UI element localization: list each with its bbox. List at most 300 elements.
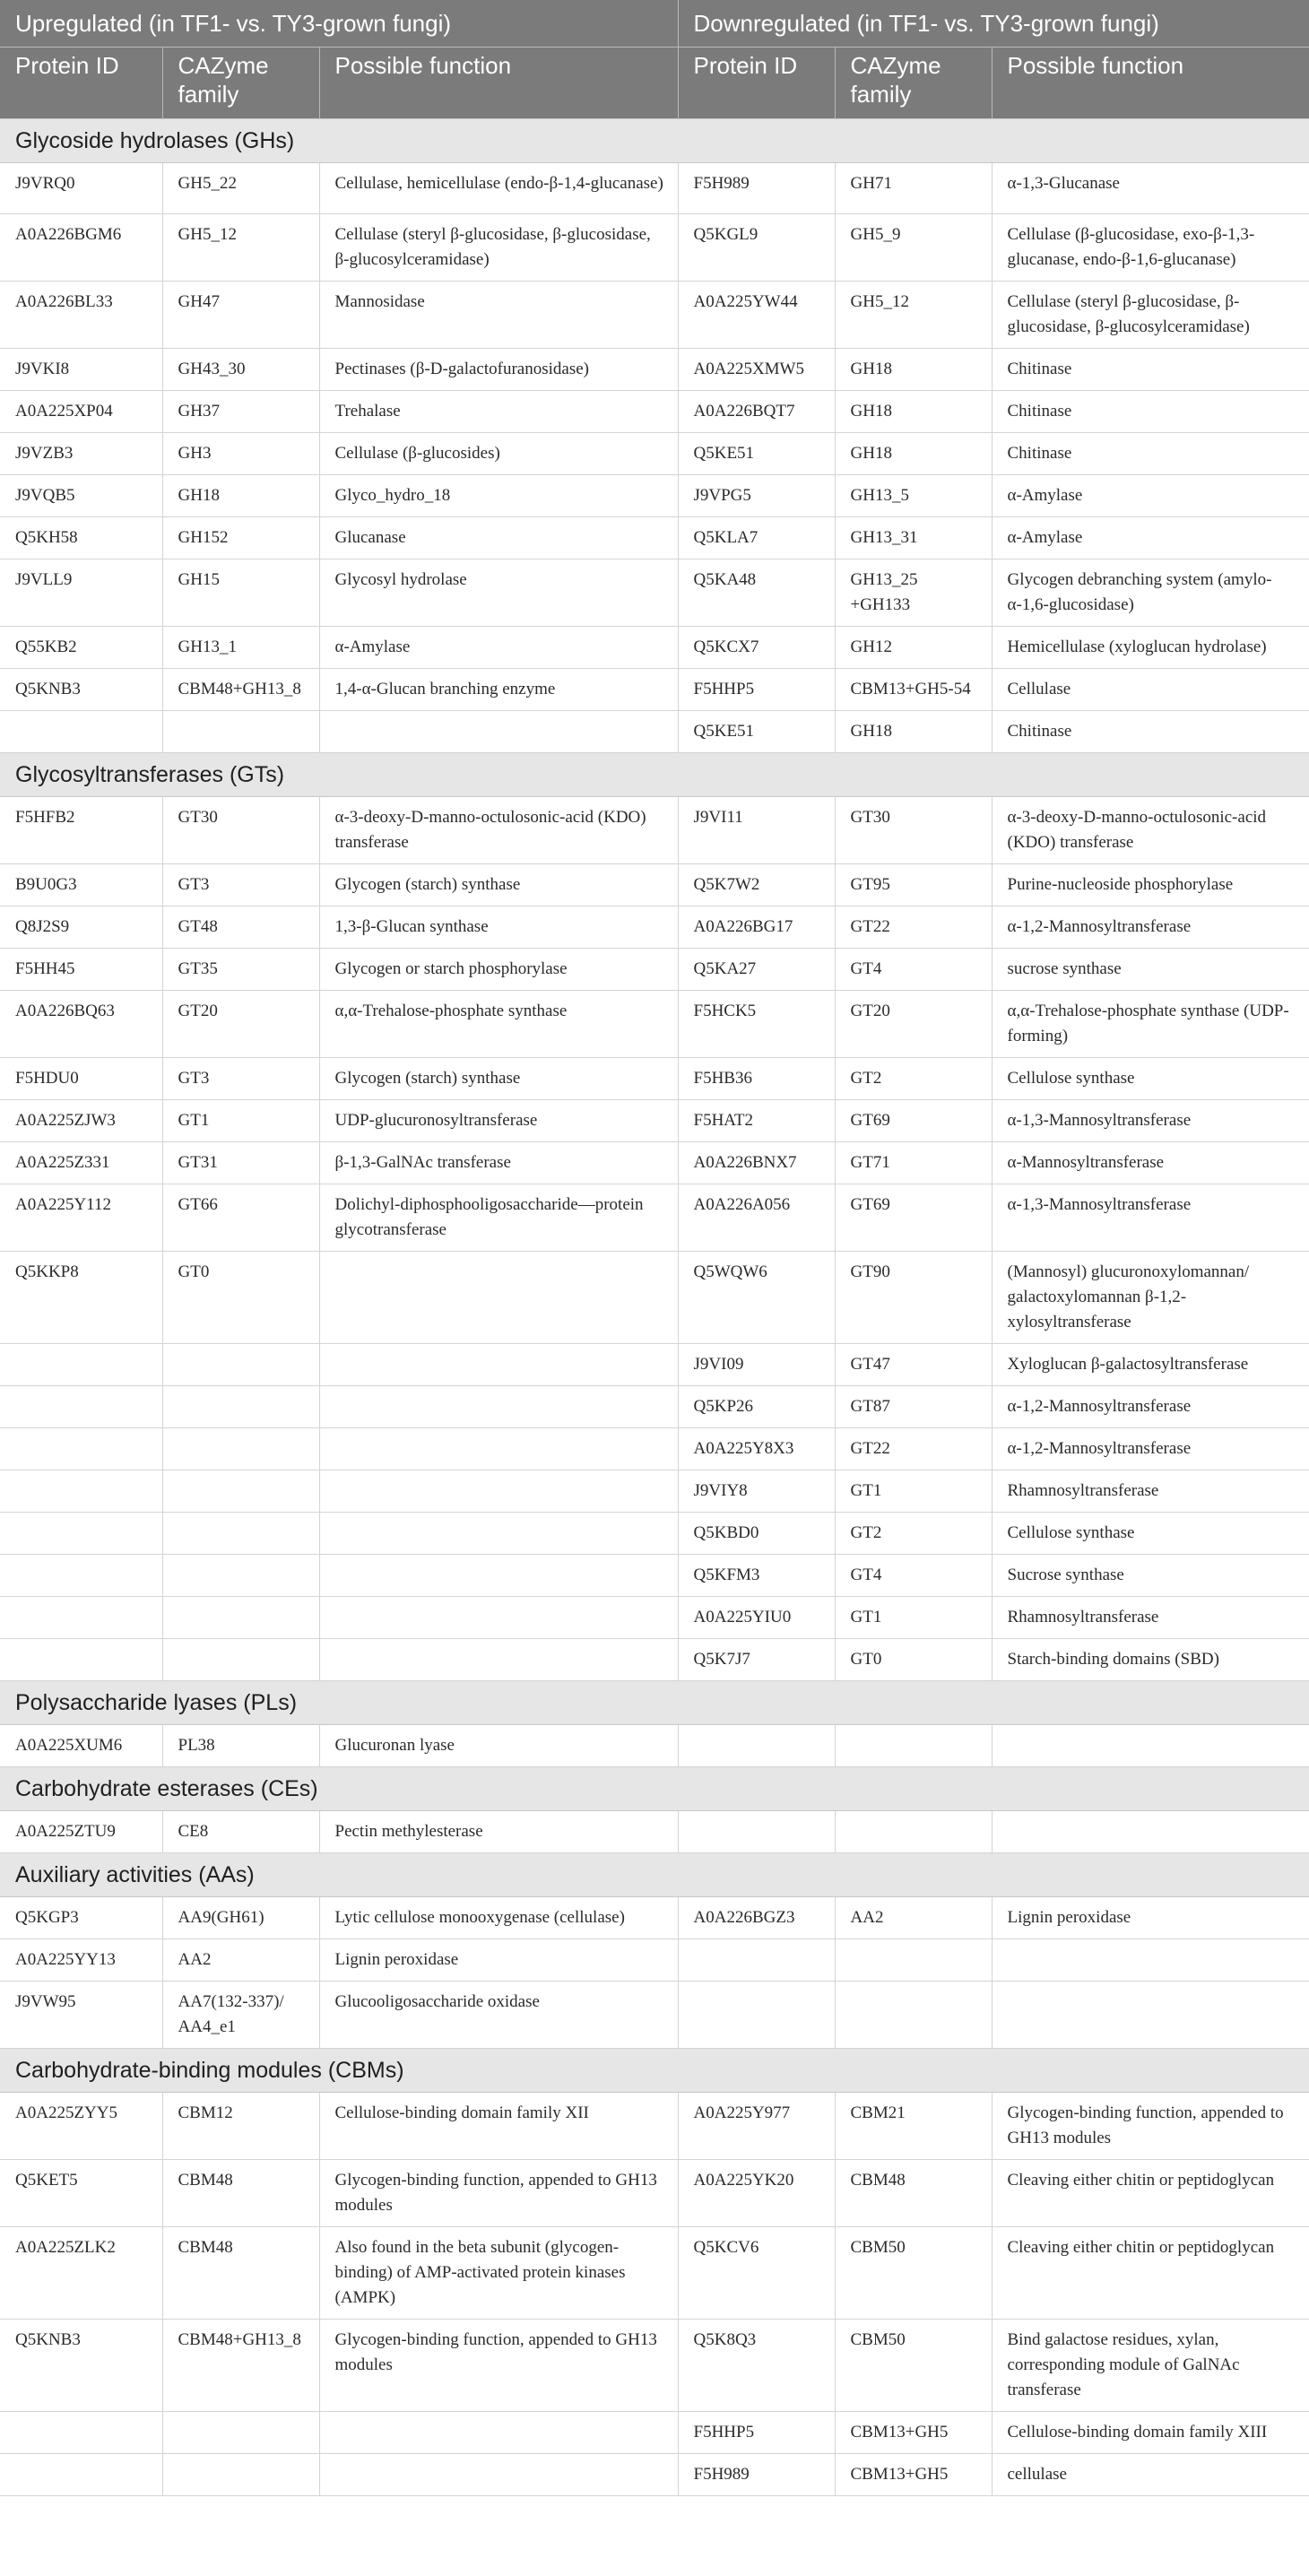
- cell-protein-id-down: Q5K8Q3: [678, 2319, 835, 2411]
- section-title: Auxiliary activities (AAs): [0, 1852, 1309, 1896]
- cell-protein-id-up: J9VQB5: [0, 474, 162, 516]
- cell-protein-id-down: Q5KLA7: [678, 516, 835, 559]
- cell-function-down: Starch-binding domains (SBD): [992, 1638, 1309, 1680]
- cell-cazyme-family-down: GH71: [835, 162, 992, 213]
- table-row: [0, 1896, 1309, 1939]
- cell-protein-id-up: A0A225XP04: [0, 390, 162, 432]
- cell-function-up: Pectinases (β-D-galactofuranosidase): [319, 348, 678, 390]
- cell-protein-id-up: A0A225YY13: [0, 1939, 162, 1981]
- cell-protein-id-down: A0A225YK20: [678, 2159, 835, 2226]
- cell-protein-id-down: A0A226A056: [678, 1184, 835, 1251]
- cell-cazyme-family-up: [162, 710, 319, 752]
- table-row: [0, 1141, 1309, 1184]
- cell-function-up: 1,4-α-Glucan branching enzyme: [319, 668, 678, 710]
- table-header: [0, 0, 1309, 118]
- cell-cazyme-family-up: GT31: [162, 1141, 319, 1184]
- cell-protein-id-down: J9VIY8: [678, 1470, 835, 1512]
- cell-function-down: α-1,2-Mannosyltransferase: [992, 1385, 1309, 1427]
- cell-function-down: α-1,3-Glucanase: [992, 162, 1309, 213]
- table-row: [0, 281, 1309, 348]
- cell-cazyme-family-down: [835, 1981, 992, 2048]
- cell-function-down: α-1,2-Mannosyltransferase: [992, 1427, 1309, 1470]
- cell-protein-id-down: [678, 1810, 835, 1852]
- cell-protein-id-up: Q5KNB3: [0, 668, 162, 710]
- cell-function-down: Cellulose synthase: [992, 1512, 1309, 1554]
- cell-cazyme-family-down: AA2: [835, 1896, 992, 1939]
- cell-cazyme-family-up: [162, 1554, 319, 1596]
- cell-cazyme-family-down: GH5_9: [835, 213, 992, 281]
- cell-cazyme-family-up: [162, 1343, 319, 1385]
- cell-protein-id-up: A0A225Y112: [0, 1184, 162, 1251]
- cell-protein-id-up: A0A226BL33: [0, 281, 162, 348]
- table-row: [0, 1554, 1309, 1596]
- cell-cazyme-family-up: CE8: [162, 1810, 319, 1852]
- cell-function-down: Chitinase: [992, 432, 1309, 474]
- cell-protein-id-up: Q5KH58: [0, 516, 162, 559]
- cell-cazyme-family-down: CBM21: [835, 2092, 992, 2159]
- cell-cazyme-family-down: GT0: [835, 1638, 992, 1680]
- cell-function-up: 1,3-β-Glucan synthase: [319, 906, 678, 948]
- cell-cazyme-family-up: GT35: [162, 948, 319, 990]
- cell-cazyme-family-up: GH15: [162, 559, 319, 626]
- cell-protein-id-down: Q5KA48: [678, 559, 835, 626]
- cell-cazyme-family-down: [835, 1810, 992, 1852]
- cell-function-up: [319, 710, 678, 752]
- cell-function-down: Bind galactose residues, xylan, corresponding module of GalNAc transferase: [992, 2319, 1309, 2411]
- cell-cazyme-family-up: GH13_1: [162, 626, 319, 668]
- cell-protein-id-up: J9VZB3: [0, 432, 162, 474]
- table-row: [0, 1057, 1309, 1099]
- cell-function-down: α-1,3-Mannosyltransferase: [992, 1099, 1309, 1141]
- cell-function-up: [319, 1427, 678, 1470]
- table-row: [0, 2092, 1309, 2159]
- cell-function-down: Cellulose synthase: [992, 1057, 1309, 1099]
- cell-cazyme-family-up: CBM48+GH13_8: [162, 668, 319, 710]
- section-header-row: [0, 752, 1309, 796]
- section-title: Carbohydrate-binding modules (CBMs): [0, 2048, 1309, 2092]
- cell-cazyme-family-down: GT1: [835, 1596, 992, 1638]
- cell-function-up: Lignin peroxidase: [319, 1939, 678, 1981]
- cell-function-up: Lytic cellulose monooxygenase (cellulase): [319, 1896, 678, 1939]
- table-row: [0, 1981, 1309, 2048]
- cell-protein-id-down: A0A225YIU0: [678, 1596, 835, 1638]
- cell-function-down: [992, 1724, 1309, 1766]
- cell-protein-id-down: A0A226BGZ3: [678, 1896, 835, 1939]
- section-header-row: [0, 1680, 1309, 1724]
- cell-function-up: Glycogen or starch phosphorylase: [319, 948, 678, 990]
- cell-function-up: [319, 1343, 678, 1385]
- section-header-row: [0, 2048, 1309, 2092]
- table-row: [0, 1638, 1309, 1680]
- cell-protein-id-down: Q5KA27: [678, 948, 835, 990]
- cell-protein-id-up: A0A225ZTU9: [0, 1810, 162, 1852]
- table-row: [0, 1810, 1309, 1852]
- cell-cazyme-family-down: GT4: [835, 1554, 992, 1596]
- cell-protein-id-up: B9U0G3: [0, 863, 162, 906]
- cell-function-up: UDP-glucuronosyltransferase: [319, 1099, 678, 1141]
- cell-cazyme-family-up: [162, 1512, 319, 1554]
- cell-function-up: [319, 2411, 678, 2453]
- cell-cazyme-family-up: GT20: [162, 990, 319, 1057]
- cell-protein-id-down: A0A226BQT7: [678, 390, 835, 432]
- col-header-cazyme-family-up: CAZyme family: [162, 47, 319, 118]
- cell-protein-id-up: J9VRQ0: [0, 162, 162, 213]
- cell-protein-id-down: Q5KCX7: [678, 626, 835, 668]
- cell-cazyme-family-down: GH18: [835, 390, 992, 432]
- col-header-possible-function-down: Possible function: [992, 47, 1309, 118]
- cell-cazyme-family-up: CBM48: [162, 2159, 319, 2226]
- cell-function-down: α-Amylase: [992, 474, 1309, 516]
- cell-cazyme-family-down: GT4: [835, 948, 992, 990]
- cell-cazyme-family-up: AA9(GH61): [162, 1896, 319, 1939]
- cell-function-up: [319, 1512, 678, 1554]
- cell-function-down: Glycogen debranching system (amylo-α-1,6-glucosidase): [992, 559, 1309, 626]
- cell-function-up: Glucanase: [319, 516, 678, 559]
- cell-protein-id-down: A0A225YW44: [678, 281, 835, 348]
- col-header-possible-function-up: Possible function: [319, 47, 678, 118]
- cell-protein-id-down: J9VI09: [678, 1343, 835, 1385]
- table-row: [0, 559, 1309, 626]
- table-row: [0, 863, 1309, 906]
- cell-protein-id-down: Q5KGL9: [678, 213, 835, 281]
- cell-protein-id-down: A0A226BG17: [678, 906, 835, 948]
- cell-function-down: α-3-deoxy-D-manno-octulosonic-acid (KDO) transferase: [992, 796, 1309, 863]
- cell-cazyme-family-down: GH13_25 +GH133: [835, 559, 992, 626]
- cell-protein-id-down: F5HHP5: [678, 2411, 835, 2453]
- cell-protein-id-down: Q5K7J7: [678, 1638, 835, 1680]
- cell-protein-id-up: A0A226BGM6: [0, 213, 162, 281]
- cell-function-down: Cleaving either chitin or peptidoglycan: [992, 2159, 1309, 2226]
- cell-cazyme-family-up: GT0: [162, 1251, 319, 1343]
- cell-protein-id-up: Q5KKP8: [0, 1251, 162, 1343]
- cell-cazyme-family-down: CBM13+GH5: [835, 2453, 992, 2495]
- cell-function-down: Cellulase: [992, 668, 1309, 710]
- col-header-protein-id-up: Protein ID: [0, 47, 162, 118]
- cell-protein-id-down: Q5KE51: [678, 710, 835, 752]
- cell-function-up: Glycogen (starch) synthase: [319, 1057, 678, 1099]
- table-row: [0, 2226, 1309, 2319]
- cell-cazyme-family-down: GH13_31: [835, 516, 992, 559]
- cell-cazyme-family-down: GT22: [835, 1427, 992, 1470]
- cell-cazyme-family-down: CBM48: [835, 2159, 992, 2226]
- cell-protein-id-up: [0, 1470, 162, 1512]
- cell-protein-id-up: F5HFB2: [0, 796, 162, 863]
- table-row: [0, 348, 1309, 390]
- cell-cazyme-family-down: CBM13+GH5: [835, 2411, 992, 2453]
- cell-cazyme-family-up: GT66: [162, 1184, 319, 1251]
- section-title: Glycosyltransferases (GTs): [0, 752, 1309, 796]
- cell-protein-id-down: F5HHP5: [678, 668, 835, 710]
- cell-cazyme-family-up: GT3: [162, 863, 319, 906]
- cell-function-up: Glycogen-binding function, appended to GH13 modules: [319, 2159, 678, 2226]
- cell-cazyme-family-down: GH18: [835, 432, 992, 474]
- cell-function-up: Trehalase: [319, 390, 678, 432]
- cell-function-down: Purine-nucleoside phosphorylase: [992, 863, 1309, 906]
- cell-function-up: [319, 1385, 678, 1427]
- cell-function-down: Xyloglucan β-galactosyltransferase: [992, 1343, 1309, 1385]
- cell-cazyme-family-up: GH43_30: [162, 348, 319, 390]
- cell-protein-id-down: J9VPG5: [678, 474, 835, 516]
- upregulated-header: Upregulated (in TF1- vs. TY3-grown fungi): [0, 0, 678, 47]
- cell-cazyme-family-up: GH18: [162, 474, 319, 516]
- cell-cazyme-family-up: GH5_22: [162, 162, 319, 213]
- cell-protein-id-up: Q55KB2: [0, 626, 162, 668]
- cell-cazyme-family-up: PL38: [162, 1724, 319, 1766]
- section-title: Carbohydrate esterases (CEs): [0, 1766, 1309, 1810]
- cell-cazyme-family-up: AA7(132-337)/ AA4_e1: [162, 1981, 319, 2048]
- cell-function-up: Glyco_hydro_18: [319, 474, 678, 516]
- cell-function-down: Cleaving either chitin or peptidoglycan: [992, 2226, 1309, 2319]
- cell-function-down: Chitinase: [992, 390, 1309, 432]
- cell-function-up: Mannosidase: [319, 281, 678, 348]
- table-row: [0, 432, 1309, 474]
- cell-cazyme-family-up: GT3: [162, 1057, 319, 1099]
- cell-function-down: Sucrose synthase: [992, 1554, 1309, 1596]
- cell-cazyme-family-down: GT2: [835, 1512, 992, 1554]
- cell-cazyme-family-down: GH13_5: [835, 474, 992, 516]
- cell-protein-id-down: A0A226BNX7: [678, 1141, 835, 1184]
- cell-cazyme-family-down: GT69: [835, 1099, 992, 1141]
- table-row: [0, 1470, 1309, 1512]
- cell-function-up: Dolichyl-diphosphooligosaccharide—protein glycotransferase: [319, 1184, 678, 1251]
- cell-protein-id-up: Q5KGP3: [0, 1896, 162, 1939]
- table-row: [0, 162, 1309, 213]
- table-row: [0, 668, 1309, 710]
- cell-function-up: [319, 1251, 678, 1343]
- cell-cazyme-family-down: CBM50: [835, 2226, 992, 2319]
- table-row: [0, 2411, 1309, 2453]
- cell-protein-id-down: A0A225Y8X3: [678, 1427, 835, 1470]
- cell-function-up: Cellulase (steryl β-glucosidase, β-glucosidase, β-glucosylceramidase): [319, 213, 678, 281]
- cell-protein-id-down: Q5KE51: [678, 432, 835, 474]
- table-row: [0, 1385, 1309, 1427]
- cell-cazyme-family-down: GT22: [835, 906, 992, 948]
- cell-protein-id-down: Q5KCV6: [678, 2226, 835, 2319]
- cell-function-up: α,α-Trehalose-phosphate synthase: [319, 990, 678, 1057]
- table-row: [0, 1724, 1309, 1766]
- cell-function-up: Cellulase (β-glucosides): [319, 432, 678, 474]
- cell-function-down: Chitinase: [992, 710, 1309, 752]
- cell-function-down: Rhamnosyltransferase: [992, 1596, 1309, 1638]
- cell-cazyme-family-down: GT71: [835, 1141, 992, 1184]
- col-header-protein-id-down: Protein ID: [678, 47, 835, 118]
- cell-function-down: [992, 1939, 1309, 1981]
- cell-protein-id-down: [678, 1981, 835, 2048]
- cell-protein-id-up: [0, 710, 162, 752]
- table-row: [0, 626, 1309, 668]
- cell-function-down: Cellulose-binding domain family XIII: [992, 2411, 1309, 2453]
- section-header-row: [0, 1766, 1309, 1810]
- table-row: [0, 390, 1309, 432]
- cell-protein-id-up: [0, 1554, 162, 1596]
- table-row: [0, 1343, 1309, 1385]
- cell-function-up: Also found in the beta subunit (glycogen-binding) of AMP-activated protein kinases (AMPK): [319, 2226, 678, 2319]
- cell-function-down: (Mannosyl) glucuronoxylomannan/ galactoxylomannan β-1,2-xylosyltransferase: [992, 1251, 1309, 1343]
- cell-cazyme-family-up: CBM12: [162, 2092, 319, 2159]
- cell-function-down: α,α-Trehalose-phosphate synthase (UDP-forming): [992, 990, 1309, 1057]
- cell-protein-id-down: Q5K7W2: [678, 863, 835, 906]
- table-row: [0, 1596, 1309, 1638]
- cell-cazyme-family-down: GT90: [835, 1251, 992, 1343]
- cell-cazyme-family-up: GH3: [162, 432, 319, 474]
- table-row: [0, 1184, 1309, 1251]
- cell-function-down: [992, 1981, 1309, 2048]
- cell-protein-id-up: Q8J2S9: [0, 906, 162, 948]
- cell-function-down: sucrose synthase: [992, 948, 1309, 990]
- cell-cazyme-family-down: [835, 1939, 992, 1981]
- cell-function-up: Cellulose-binding domain family XII: [319, 2092, 678, 2159]
- cell-cazyme-family-down: GT87: [835, 1385, 992, 1427]
- cell-function-down: Hemicellulase (xyloglucan hydrolase): [992, 626, 1309, 668]
- cell-function-down: cellulase: [992, 2453, 1309, 2495]
- cell-protein-id-up: A0A225ZLK2: [0, 2226, 162, 2319]
- cell-function-up: [319, 2453, 678, 2495]
- cell-function-up: Glycogen (starch) synthase: [319, 863, 678, 906]
- table-row: [0, 2159, 1309, 2226]
- table-row: [0, 906, 1309, 948]
- cell-protein-id-up: A0A225Z331: [0, 1141, 162, 1184]
- cell-cazyme-family-down: CBM13+GH5-54: [835, 668, 992, 710]
- cell-cazyme-family-down: GT47: [835, 1343, 992, 1385]
- table-row: [0, 990, 1309, 1057]
- cell-protein-id-down: Q5KP26: [678, 1385, 835, 1427]
- cell-cazyme-family-up: [162, 1470, 319, 1512]
- cell-protein-id-down: F5H989: [678, 2453, 835, 2495]
- table-row: [0, 796, 1309, 863]
- section-title: Polysaccharide lyases (PLs): [0, 1680, 1309, 1724]
- cell-protein-id-up: [0, 1512, 162, 1554]
- cell-protein-id-down: J9VI11: [678, 796, 835, 863]
- cell-cazyme-family-up: [162, 2411, 319, 2453]
- cell-cazyme-family-up: GH5_12: [162, 213, 319, 281]
- cell-function-up: Glucooligosaccharide oxidase: [319, 1981, 678, 2048]
- cell-protein-id-up: [0, 1427, 162, 1470]
- downregulated-header: Downregulated (in TF1- vs. TY3-grown fungi): [678, 0, 1309, 47]
- cell-function-up: β-1,3-GalNAc transferase: [319, 1141, 678, 1184]
- cell-protein-id-down: F5H989: [678, 162, 835, 213]
- cell-cazyme-family-up: GT48: [162, 906, 319, 948]
- table-row: [0, 710, 1309, 752]
- cell-protein-id-down: A0A225XMW5: [678, 348, 835, 390]
- cell-protein-id-up: F5HDU0: [0, 1057, 162, 1099]
- cell-protein-id-down: F5HCK5: [678, 990, 835, 1057]
- cell-protein-id-up: [0, 1343, 162, 1385]
- cell-function-up: [319, 1596, 678, 1638]
- cell-protein-id-down: F5HAT2: [678, 1099, 835, 1141]
- cell-protein-id-down: Q5KBD0: [678, 1512, 835, 1554]
- cell-cazyme-family-up: [162, 1427, 319, 1470]
- cell-cazyme-family-up: GT30: [162, 796, 319, 863]
- cell-cazyme-family-down: GT2: [835, 1057, 992, 1099]
- cell-cazyme-family-down: GH18: [835, 710, 992, 752]
- col-header-cazyme-family-down: CAZyme family: [835, 47, 992, 118]
- cell-protein-id-up: F5HH45: [0, 948, 162, 990]
- cell-protein-id-down: Q5KFM3: [678, 1554, 835, 1596]
- cell-function-up: Cellulase, hemicellulase (endo-β-1,4-glucanase): [319, 162, 678, 213]
- table-row: [0, 948, 1309, 990]
- cell-cazyme-family-up: CBM48+GH13_8: [162, 2319, 319, 2411]
- cell-cazyme-family-up: [162, 1385, 319, 1427]
- cell-protein-id-up: A0A225ZJW3: [0, 1099, 162, 1141]
- table-row: [0, 1512, 1309, 1554]
- cell-protein-id-down: A0A225Y977: [678, 2092, 835, 2159]
- cell-cazyme-family-up: [162, 1596, 319, 1638]
- cell-cazyme-family-down: GH18: [835, 348, 992, 390]
- cell-protein-id-up: J9VLL9: [0, 559, 162, 626]
- cell-protein-id-up: [0, 1596, 162, 1638]
- cell-function-down: Cellulase (β-glucosidase, exo-β-1,3-glucanase, endo-β-1,6-glucanase): [992, 213, 1309, 281]
- cell-function-down: Rhamnosyltransferase: [992, 1470, 1309, 1512]
- cell-protein-id-up: [0, 2411, 162, 2453]
- cell-function-down: [992, 1810, 1309, 1852]
- cell-function-down: α-1,2-Mannosyltransferase: [992, 906, 1309, 948]
- table-row: [0, 474, 1309, 516]
- cell-protein-id-up: Q5KNB3: [0, 2319, 162, 2411]
- table-row: [0, 516, 1309, 559]
- cell-function-up: [319, 1470, 678, 1512]
- cell-protein-id-up: J9VKI8: [0, 348, 162, 390]
- cell-cazyme-family-up: [162, 1638, 319, 1680]
- cell-protein-id-up: A0A225XUM6: [0, 1724, 162, 1766]
- cell-protein-id-down: [678, 1724, 835, 1766]
- cell-cazyme-family-up: AA2: [162, 1939, 319, 1981]
- cell-cazyme-family-down: GT69: [835, 1184, 992, 1251]
- cell-cazyme-family-up: GT1: [162, 1099, 319, 1141]
- cell-function-down: α-Amylase: [992, 516, 1309, 559]
- cell-cazyme-family-up: GH37: [162, 390, 319, 432]
- cell-protein-id-up: [0, 1385, 162, 1427]
- cell-cazyme-family-down: CBM50: [835, 2319, 992, 2411]
- cell-function-up: [319, 1638, 678, 1680]
- cell-cazyme-family-up: GH47: [162, 281, 319, 348]
- cell-protein-id-down: Q5WQW6: [678, 1251, 835, 1343]
- cell-cazyme-family-down: GT20: [835, 990, 992, 1057]
- cell-cazyme-family-down: GT95: [835, 863, 992, 906]
- cell-protein-id-up: J9VW95: [0, 1981, 162, 2048]
- cell-cazyme-family-up: GH152: [162, 516, 319, 559]
- cell-function-up: Glycogen-binding function, appended to GH13 modules: [319, 2319, 678, 2411]
- table-row: [0, 1427, 1309, 1470]
- table-row: [0, 1251, 1309, 1343]
- cell-cazyme-family-down: GT1: [835, 1470, 992, 1512]
- cell-protein-id-up: [0, 2453, 162, 2495]
- cell-cazyme-family-down: GT30: [835, 796, 992, 863]
- cell-protein-id-down: [678, 1939, 835, 1981]
- cell-function-down: α-Mannosyltransferase: [992, 1141, 1309, 1184]
- cell-function-down: Glycogen-binding function, appended to GH13 modules: [992, 2092, 1309, 2159]
- cell-function-down: Chitinase: [992, 348, 1309, 390]
- cell-function-down: α-1,3-Mannosyltransferase: [992, 1184, 1309, 1251]
- cell-function-down: Cellulase (steryl β-glucosidase, β-glucosidase, β-glucosylceramidase): [992, 281, 1309, 348]
- cell-protein-id-down: F5HB36: [678, 1057, 835, 1099]
- section-header-row: [0, 118, 1309, 162]
- header-group-row: [0, 0, 1309, 47]
- table-row: [0, 1099, 1309, 1141]
- cell-protein-id-up: [0, 1638, 162, 1680]
- cell-cazyme-family-down: GH5_12: [835, 281, 992, 348]
- section-header-row: [0, 1852, 1309, 1896]
- cell-cazyme-family-up: [162, 2453, 319, 2495]
- cell-function-up: α-Amylase: [319, 626, 678, 668]
- cell-cazyme-family-down: [835, 1724, 992, 1766]
- table-row: [0, 2319, 1309, 2411]
- cell-function-up: α-3-deoxy-D-manno-octulosonic-acid (KDO) transferase: [319, 796, 678, 863]
- cell-function-up: Glycosyl hydrolase: [319, 559, 678, 626]
- cell-function-down: Lignin peroxidase: [992, 1896, 1309, 1939]
- column-header-row: [0, 47, 1309, 118]
- section-title: Glycoside hydrolases (GHs): [0, 118, 1309, 162]
- cell-protein-id-up: A0A226BQ63: [0, 990, 162, 1057]
